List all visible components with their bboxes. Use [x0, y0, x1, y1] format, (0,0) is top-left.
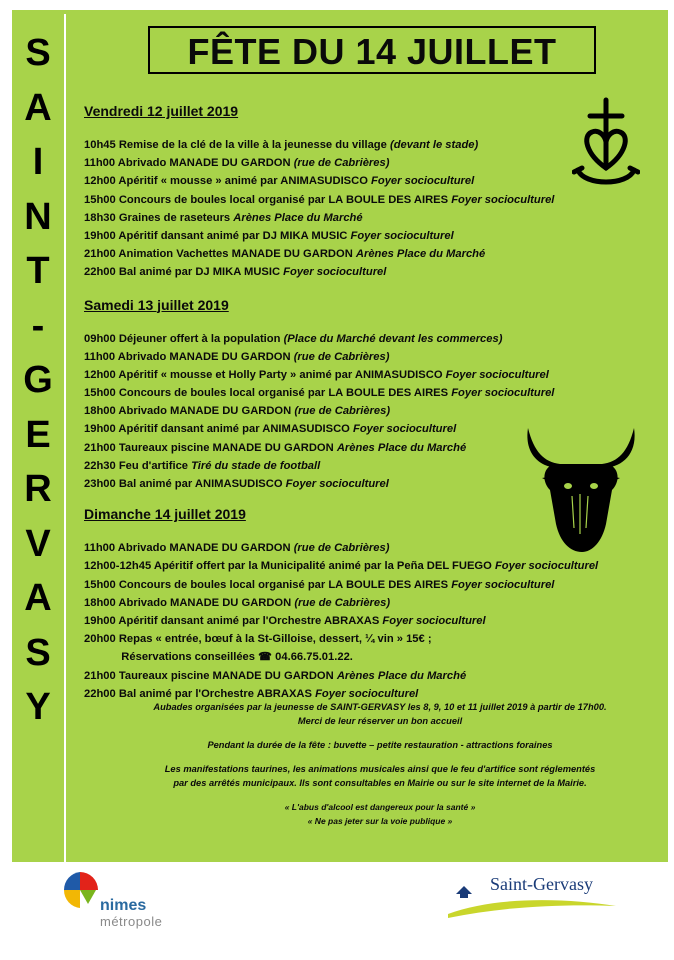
event-row: 11h00 Abrivado MANADE DU GARDON (rue de Cabrières)	[84, 350, 390, 363]
event-row: 18h00 Abrivado MANADE DU GARDON (rue de Cabrières)	[84, 596, 391, 609]
side-letter: G	[23, 359, 53, 401]
footer-line: « L'abus d'alcool est dangereux pour la santé »	[284, 802, 476, 812]
side-letter: S	[25, 32, 51, 74]
event-row: 12h00-12h45 Apéritif offert par la Municipalité animé par la Peña DEL FUEGO Foyer socioculturel	[84, 560, 599, 573]
event-row: 11h00 Abrivado MANADE DU GARDON (rue de Cabrières)	[84, 157, 390, 170]
footer-line: Merci de leur réserver un bon accueil	[297, 716, 463, 726]
event-row: 18h00 Abrivado MANADE DU GARDON (rue de Cabrières)	[84, 405, 391, 418]
event-row: 12h00 Apéritif « mousse et Holly Party » animé par ANIMASUDISCO Foyer socioculturel	[84, 368, 549, 381]
program	[84, 100, 644, 703]
side-letter: A	[24, 86, 52, 129]
event-row: 15h00 Concours de boules local organisé par LA BOULE DES AIRES Foyer socioculturel	[84, 578, 555, 591]
footer-notes	[100, 700, 660, 828]
side-letter: E	[25, 413, 51, 456]
event-row: 22h30 Feu d'artifice Tiré du stade de football	[84, 459, 321, 472]
footer-line: Pendant la durée de la fête : buvette – petite restauration - attractions foraines	[207, 740, 553, 750]
footer-line: par des arrêtés municipaux. Ils sont consultables en Mairie ou sur le site internet de la Mairie.	[173, 778, 587, 788]
event-row: 23h00 Bal animé par ANIMASUDISCO Foyer socioculturel	[84, 478, 389, 490]
nimes-metropole-logo-icon	[58, 868, 102, 918]
event-row: 19h00 Apéritif dansant animé par l'Orchestre ABRAXAS Foyer socioculturel	[84, 614, 486, 627]
event-row: 09h00 Déjeuner offert à la population (Place du Marché devant les commerces)	[84, 332, 503, 345]
footer-line: « Ne pas jeter sur la voie publique »	[307, 816, 453, 826]
event-row: 19h00 Apéritif dansant animé par ANIMASUDISCO Foyer socioculturel	[84, 423, 457, 436]
side-banner	[12, 14, 66, 862]
side-letter: I	[32, 141, 44, 183]
side-letter: -	[31, 304, 45, 347]
saint-gervasy-logo-text: Saint-Gervasy	[490, 874, 593, 894]
side-letter: Y	[25, 686, 51, 728]
event-row: 22h00 Bal animé par DJ MIKA MUSIC Foyer socioculturel	[84, 266, 387, 279]
footer-line: Aubades organisées par la jeunesse de SAINT-GERVASY les 8, 9, 10 et 11 juillet 2019 à partir de 17h00.	[153, 702, 607, 712]
event-row: 21h00 Taureaux piscine MANADE DU GARDON Arènes Place du Marché	[84, 669, 467, 682]
event-row: 19h00 Apéritif dansant animé par DJ MIKA MUSIC Foyer socioculturel	[84, 229, 454, 242]
event-row: 11h00 Abrivado MANADE DU GARDON (rue de Cabrières)	[84, 542, 390, 555]
nimes-logo-subtext: métropole	[100, 914, 163, 929]
side-letter: V	[25, 522, 51, 565]
side-letter: N	[24, 195, 52, 238]
day-heading: Dimanche 14 juillet 2019	[84, 506, 246, 523]
event-row: 18h30 Graines de raseteurs Arènes Place du Marché	[84, 211, 363, 224]
day-heading: Samedi 13 juillet 2019	[84, 296, 229, 313]
event-row: 21h00 Taureaux piscine MANADE DU GARDON Arènes Place du Marché	[84, 441, 467, 454]
event-row: 21h00 Animation Vachettes MANADE DU GARDON Arènes Place du Marché	[84, 248, 486, 261]
event-row: 12h00 Apéritif « mousse » animé par ANIMASUDISCO Foyer socioculturel	[84, 175, 475, 188]
side-letter: A	[24, 577, 52, 619]
day-heading: Vendredi 12 juillet 2019	[84, 103, 239, 119]
event-row: 10h45 Remise de la clé de la ville à la jeunesse du village (devant le stade)	[84, 139, 479, 151]
event-row: 22h00 Bal animé par l'Orchestre ABRAXAS Foyer socioculturel	[84, 687, 419, 700]
footer-line: Les manifestations taurines, les animations musicales ainsi que le feu d'artifice sont réglementés	[164, 764, 596, 774]
side-letter: R	[24, 468, 52, 510]
page-title: FÊTE DU 14 JUILLET	[148, 26, 596, 74]
nimes-logo-text: nimes	[100, 897, 147, 914]
event-row: 20h00 Repas « entrée, bœuf à la St-Gilloise, dessert, ¼ vin » 15€ ;	[84, 633, 432, 646]
event-row: Réservations conseillées ☎ 04.66.75.01.22.	[84, 651, 353, 664]
event-row: 15h00 Concours de boules local organisé par LA BOULE DES AIRES Foyer socioculturel	[84, 193, 555, 206]
event-row: 15h00 Concours de boules local organisé par LA BOULE DES AIRES Foyer socioculturel	[84, 387, 555, 400]
side-letter: T	[26, 250, 50, 292]
side-letter: S	[25, 631, 51, 674]
side-title	[12, 26, 64, 735]
